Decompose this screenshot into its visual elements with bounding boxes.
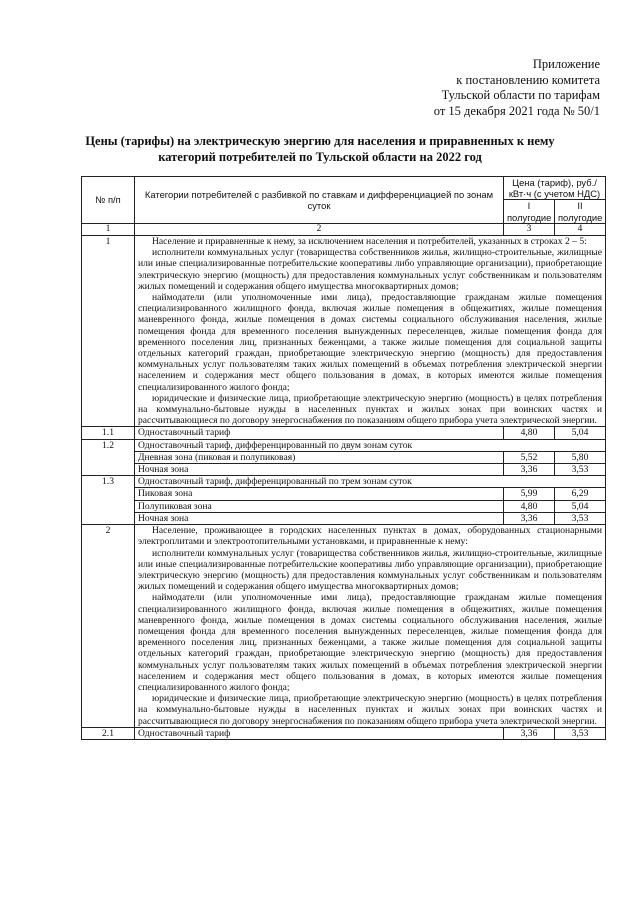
price-half1: 3,36 xyxy=(503,512,554,524)
row-label: Одноставочный тариф xyxy=(135,727,504,739)
price-half2: 3,53 xyxy=(554,512,605,524)
price-half1: 3,36 xyxy=(503,727,554,739)
table-row xyxy=(82,727,606,739)
price-half2: 6,29 xyxy=(554,488,605,500)
zone-label: Ночная зона xyxy=(135,512,504,524)
zone-label: Полупиковая зона xyxy=(135,500,504,512)
zone-label: Пиковая зона xyxy=(135,488,504,500)
colnum: 2 xyxy=(135,223,504,235)
appendix-line: Тульской области по тарифам xyxy=(441,88,600,102)
row-label: Одноставочный тариф xyxy=(135,427,504,439)
section-description xyxy=(135,525,606,728)
header-num: № п/п xyxy=(82,177,135,224)
table-row xyxy=(82,512,606,524)
header-category: Категории потребителей с разбивкой по ставкам и дифференциацией по зонам суток xyxy=(135,177,504,224)
appendix-header xyxy=(300,57,600,119)
price-half2: 5,04 xyxy=(554,500,605,512)
zone-label: Ночная зона xyxy=(135,464,504,476)
price-half1: 3,36 xyxy=(503,464,554,476)
price-half2: 5,04 xyxy=(554,427,605,439)
row-num: 2 xyxy=(82,525,135,728)
paragraph: исполнители коммунальных услуг (товарищества собственников жилья, жилищно-строительные, жилищные или иные специализированные потребительские кооперативы либо управляющие организации), приобретающие электрическую энергию (мощность) для предоставления коммунальных услуг собственникам и пользователям жилых помещений и содержания общего имущества многоквартирных домов; xyxy=(138,247,602,292)
header-half1: I полугодие xyxy=(503,200,554,223)
paragraph: наймодатели (или уполномоченные ими лица), предоставляющие гражданам жилые помещения специализированного жилищного фонда, включая жилые помещения в общежитиях, жилые помещения маневренного фонда, жилые помещения в домах системы социального обслуживания населения, жилые помещения фонда для временного поселения вынужденных переселенцев, жилые помещения фонда для временного поселения лиц, признанных беженцами, а также жилые помещения для социальной защиты отдельных категорий граждан, приобретающие электрическую энергию (мощность) для предоставления коммунальных услуг пользователям таких жилых помещений в объемах потребления электрической энергии населением и содержания мест общего пользования в домах, в которых имеются жилые помещения специализированного жилого фонда; xyxy=(138,292,602,393)
row-num: 2.1 xyxy=(82,727,135,739)
section-description xyxy=(135,236,606,427)
header-price: Цена (тариф), руб./кВт·ч (с учетом НДС) xyxy=(503,177,605,200)
paragraph: исполнители коммунальных услуг (товарищества собственников жилья, жилищно-строительные, жилищные или иные специализированные потребительские кооперативы либо управляющие организации), приобретающие электрическую энергию (мощность) для предоставления коммунальных услуг собственникам и пользователям жилых помещений и содержания общего имущества многоквартирных домов; xyxy=(138,547,602,593)
zone-label: Дневная зона (пиковая и полупиковая) xyxy=(135,451,504,463)
appendix-date: от 15 декабря 2021 года № 50/1 xyxy=(433,103,600,118)
table-row xyxy=(82,427,606,439)
price-half1: 5,52 xyxy=(503,451,554,463)
tariff-table xyxy=(81,176,606,740)
row-label: Одноставочный тариф, дифференцированный по трем зонам суток xyxy=(135,476,606,488)
header-half2: II полугодие xyxy=(554,200,605,223)
paragraph: юридические и физические лица, приобретающие электрическую энергию (мощность) в целях потребления на коммунально-бытовые нужды в населенных пунктах и жилых зонах при воинских частях и рассчитывающиеся по договору энергоснабжения по показаниям общего прибора учета электрической энергии. xyxy=(138,392,602,427)
title-line: категорий потребителей по Тульской области на 2022 год xyxy=(158,150,482,164)
table-row xyxy=(82,488,606,500)
price-half1: 4,80 xyxy=(503,500,554,512)
row-num: 1.1 xyxy=(82,427,135,439)
appendix-line: Приложение xyxy=(532,57,600,71)
row-label: Одноставочный тариф, дифференцированный по двум зонам суток xyxy=(135,439,606,451)
document-title xyxy=(80,133,560,165)
title-line: Цены (тарифы) на электрическую энергию для населения и приравненных к нему xyxy=(85,134,555,148)
table-row xyxy=(82,464,606,476)
paragraph: Население, проживающее в городских населенных пунктах в домах, оборудованных стационарными электроплитами и электроотопительными установками, и приравненные к нему: xyxy=(138,525,602,548)
price-half2: 3,53 xyxy=(554,464,605,476)
price-half2: 5,80 xyxy=(554,451,605,463)
price-half1: 4,80 xyxy=(503,427,554,439)
table-row-section-2 xyxy=(82,525,606,728)
appendix-line: к постановлению комитета xyxy=(456,72,600,87)
paragraph: Население и приравненные к нему, за исключением населения и потребителей, указанных в строках 2 – 5: xyxy=(152,236,587,248)
price-half1: 5,99 xyxy=(503,488,554,500)
table-row xyxy=(82,500,606,512)
colnum: 3 xyxy=(503,223,554,235)
table-row xyxy=(82,476,606,488)
table-row xyxy=(82,451,606,463)
row-num: 1.2 xyxy=(82,439,135,476)
colnum: 1 xyxy=(82,223,135,235)
colnum: 4 xyxy=(554,223,605,235)
table-row-section-1 xyxy=(82,236,606,427)
table-row xyxy=(82,439,606,451)
price-half2: 3,53 xyxy=(554,727,605,739)
row-num: 1 xyxy=(82,236,135,427)
paragraph: наймодатели (или уполномоченные ими лица), предоставляющие гражданам жилые помещения специализированного жилищного фонда, включая жилые помещения в общежитиях, жилые помещения маневренного фонда, жилые помещения в домах системы социального обслуживания населения, жилые помещения фонда для временного поселения вынужденных переселенцев, жилые помещения фонда для временного поселения лиц, признанных беженцами, а также жилые помещения для социальной защиты отдельных категорий граждан, приобретающие электрическую энергию (мощность) для предоставления коммунальных услуг пользователям таких жилых помещений в объемах потребления электрической энергии населением и содержания мест общего пользования в домах, в которых имеются жилые помещения специализированного жилого фонда; xyxy=(138,592,602,693)
row-num: 1.3 xyxy=(82,476,135,525)
paragraph: юридические и физические лица, приобретающие электрическую энергию (мощность) в целях потребления на коммунально-бытовые нужды в населенных пунктах и жилых зонах при воинских частях и рассчитывающиеся по договору энергоснабжения по показаниям общего прибора учета электрической энергии. xyxy=(138,693,602,727)
